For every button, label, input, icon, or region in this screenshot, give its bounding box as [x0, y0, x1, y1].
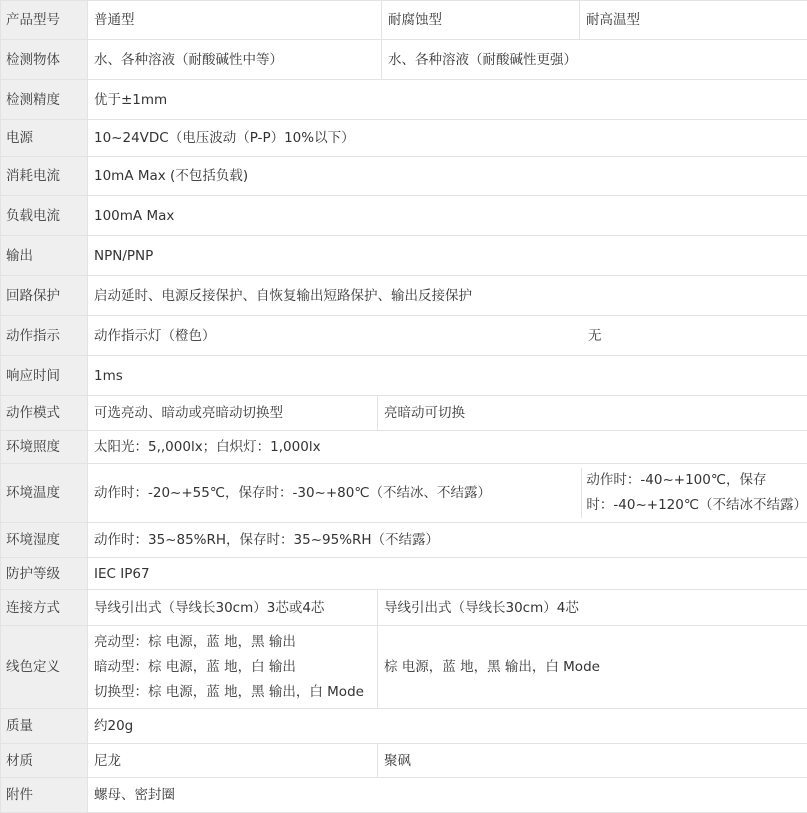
row-label: 线色定义 — [1, 626, 88, 709]
table-row-ip — [1, 558, 807, 590]
value-cell: 尼龙 — [88, 744, 378, 778]
row-label: 环境湿度 — [1, 523, 88, 558]
value-cell: 约20g — [88, 709, 807, 744]
row-label: 产品型号 — [1, 1, 88, 40]
value-cell: 亮暗动可切换 — [378, 396, 807, 431]
table-row-illuminance — [1, 431, 807, 464]
row-label: 响应时间 — [1, 356, 88, 396]
model-standard: 普通型 — [88, 1, 382, 40]
table-row-temperature — [1, 464, 807, 523]
table-row-output — [1, 236, 807, 276]
row-label: 防护等级 — [1, 558, 88, 590]
value-cell: 100mA Max — [88, 196, 807, 236]
row-label: 质量 — [1, 709, 88, 744]
table-row-wire-color — [1, 626, 807, 709]
value-cell: 棕 电源，蓝 地，黑 输出，白 Mode — [378, 626, 807, 709]
wire-color-line: 暗动型：棕 电源，蓝 地，白 输出 — [94, 655, 377, 680]
table-row-protection — [1, 276, 807, 316]
table-row-response — [1, 356, 807, 396]
temperature-high-temp-line: 时：-40~+120℃（不结冰不结露） — [586, 493, 807, 518]
table-row-consumption — [1, 157, 807, 196]
value-cell: 可选亮动、暗动或亮暗动切换型 — [88, 396, 378, 431]
row-label: 输出 — [1, 236, 88, 276]
row-label: 附件 — [1, 778, 88, 813]
value-cell: NPN/PNP — [88, 236, 807, 276]
value-cell: 导线引出式（导线长30cm）4芯 — [378, 590, 807, 626]
value-cell — [88, 626, 378, 709]
value-cell: 太阳光：5,,000lx；白炽灯：1,000lx — [88, 431, 807, 464]
table-row-model — [1, 1, 807, 40]
value-cell: 导线引出式（导线长30cm）3芯或4芯 — [88, 590, 378, 626]
value-cell: 10mA Max (不包括负载) — [88, 157, 807, 196]
table-row-material — [1, 744, 807, 778]
value-cell: 螺母、密封圈 — [88, 778, 807, 813]
value-cell: 水、各种溶液（耐酸碱性中等） — [88, 40, 382, 80]
table-row-load — [1, 196, 807, 236]
row-label: 负载电流 — [1, 196, 88, 236]
value-cell: 1ms — [88, 356, 807, 396]
row-label: 材质 — [1, 744, 88, 778]
row-label: 环境温度 — [1, 464, 88, 523]
row-label: 连接方式 — [1, 590, 88, 626]
temperature-standard: 动作时：-20~+55℃，保存时：-30~+80℃（不结冰、不结露） — [88, 481, 581, 505]
row-label: 电源 — [1, 120, 88, 157]
value-cell — [88, 464, 807, 523]
table-row-accuracy — [1, 80, 807, 120]
table-row-humidity — [1, 523, 807, 558]
indicator-high-temp: 无 — [582, 324, 602, 348]
row-label: 环境照度 — [1, 431, 88, 464]
row-label: 检测精度 — [1, 80, 88, 120]
table-row-mass — [1, 709, 807, 744]
table-row-mode — [1, 396, 807, 431]
row-label: 回路保护 — [1, 276, 88, 316]
table-row-connection — [1, 590, 807, 626]
temperature-high-temp — [581, 468, 807, 518]
value-cell — [88, 316, 807, 356]
wire-color-line: 亮动型：棕 电源，蓝 地，黑 输出 — [94, 630, 377, 655]
temperature-high-temp-line: 动作时：-40~+100℃，保存 — [586, 468, 807, 493]
table-row-indicator — [1, 316, 807, 356]
indicator-standard: 动作指示灯（橙色） — [88, 324, 582, 348]
table-row-accessory — [1, 778, 807, 813]
value-cell: 启动延时、电源反接保护、自恢复输出短路保护、输出反接保护 — [88, 276, 807, 316]
table-row-power — [1, 120, 807, 157]
row-label: 动作指示 — [1, 316, 88, 356]
table-row-detect-object — [1, 40, 807, 80]
value-cell: 优于±1mm — [88, 80, 807, 120]
value-cell: IEC IP67 — [88, 558, 807, 590]
model-high-temp: 耐高温型 — [580, 1, 807, 40]
value-cell: 聚砜 — [378, 744, 807, 778]
row-label: 消耗电流 — [1, 157, 88, 196]
value-cell: 10~24VDC（电压波动（P-P）10%以下） — [88, 120, 807, 157]
value-cell: 动作时：35~85%RH，保存时：35~95%RH（不结露） — [88, 523, 807, 558]
row-label: 动作模式 — [1, 396, 88, 431]
row-label: 检测物体 — [1, 40, 88, 80]
model-corrosion: 耐腐蚀型 — [382, 1, 580, 40]
value-cell: 水、各种溶液（耐酸碱性更强） — [382, 40, 807, 80]
wire-color-line: 切换型：棕 电源，蓝 地，黑 输出，白 Mode — [94, 680, 377, 705]
